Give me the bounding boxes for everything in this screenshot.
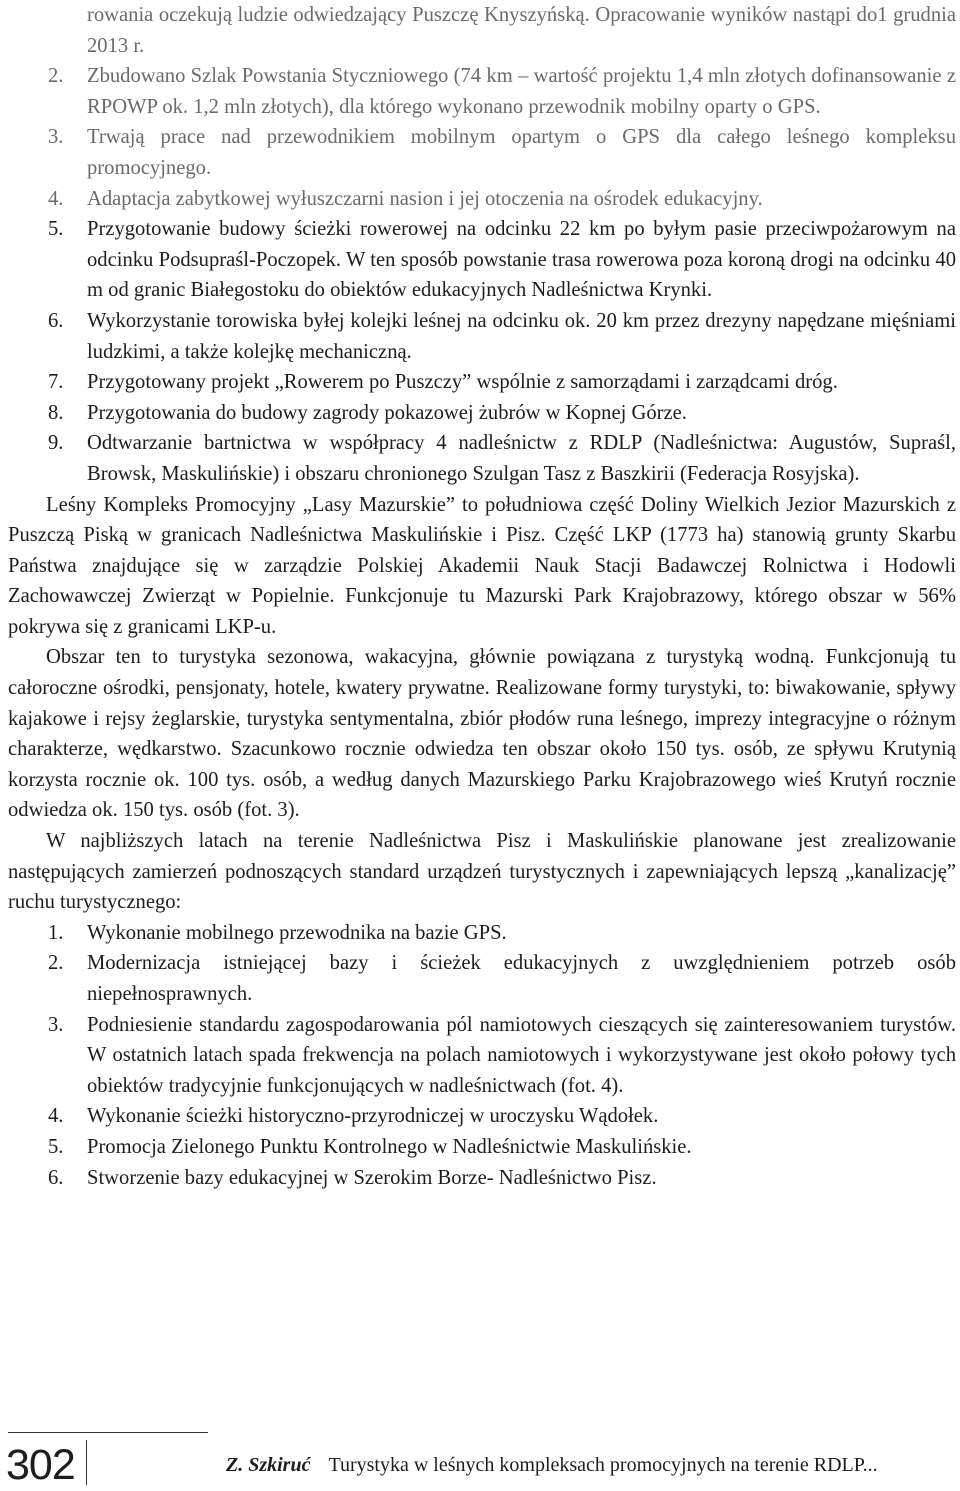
footer-divider — [86, 1440, 87, 1485]
list-item — [8, 428, 956, 489]
list-text: Przygotowany projekt „Rowerem po Puszczy” wspólnie z samorządami i zarządcami dróg. — [87, 371, 838, 394]
paragraph: Leśny Kompleks Promocyjny „Lasy Mazurskie” to południowa część Doliny Wielkich Jezior Mazurskich z Puszczą Piską w granicach Nadleśnictwa Maskulińskie i Pisz. Część LKP (1773 ha) stanowią grunty Skarbu Państwa znajdujące się w zarządzie Polskiej Akademii Nauk Stacji Badawczej Rolnictwa i Hodowli Zachowawczej Zwierząt w Popielnie. Funkcjonuje tu Mazurski Park Krajobrazowy, którego obszar w 56% pokrywa się z granicami LKP-u. — [8, 493, 956, 638]
footer-author: Z. Szkiruć — [226, 1454, 311, 1476]
list-item — [8, 1163, 956, 1194]
list-item — [8, 1101, 956, 1132]
list-item — [8, 184, 956, 215]
page-number: 302 — [6, 1441, 75, 1489]
list-number: 2. — [48, 952, 64, 975]
list-number: 9. — [48, 432, 64, 455]
list-text: Odtwarzanie bartnictwa w współpracy 4 nadleśnictw z RDLP (Nadleśnictwa: Augustów, Supraśl, Browsk, Maskulińskie) i obszaru chronionego Szulgan Tasz z Baszkirii (Federacja Rosyjska). — [87, 432, 956, 485]
list-item — [8, 1132, 956, 1163]
list-number: 5. — [48, 218, 64, 241]
list-text: Modernizacja istniejącej bazy i ścieżek edukacyjnych z uwzględnieniem potrzeb osób niepełnosprawnych. — [87, 952, 956, 1005]
list-text: Zbudowano Szlak Powstania Styczniowego (74 km – wartość projektu 1,4 mln złotych dofinansowanie z RPOWP ok. 1,2 mln złotych), dla którego wykonano przewodnik mobilny oparty o GPS. — [87, 65, 956, 118]
list-number: 6. — [48, 309, 64, 332]
list-number: 1. — [48, 921, 64, 944]
list-text: Przygotowanie budowy ścieżki rowerowej na odcinku 22 km po byłym pasie przeciwpożarowym na odcinku Podsupraśl-Poczopek. W ten sposób powstanie trasa rowerowa poza koroną drogi na odcinku 40 m od granic Białegostoku do obiektów edukacyjnych Nadleśnictwa Krynki. — [87, 218, 956, 302]
list-text: Wykonanie mobilnego przewodnika na bazie GPS. — [87, 921, 507, 944]
list-item — [8, 214, 956, 306]
list-text: Podniesienie standardu zagospodarowania pól namiotowych cieszących się zainteresowaniem turystów. W ostatnich latach spada frekwencja na polach namiotowych i wykorzystywane jest około połowy tych obiektów tradycyjnie funkcjonujących w nadleśnictwach (fot. 4). — [87, 1013, 956, 1097]
list-item — [8, 367, 956, 398]
list-number: 8. — [48, 401, 64, 424]
list-text: Promocja Zielonego Punktu Kontrolnego w Nadleśnictwie Maskulińskie. — [87, 1135, 692, 1158]
measures-list-secondary — [8, 214, 956, 489]
list-item — [8, 306, 956, 367]
list-item — [8, 61, 956, 122]
body-text — [8, 0, 956, 1193]
list-item — [8, 948, 956, 1009]
footer-rule — [8, 1432, 208, 1433]
paragraph: Obszar ten to turystyka sezonowa, wakacyjna, głównie powiązana z turystyką wodną. Funkcjonują tu całoroczne ośrodki, pensjonaty, hotele, kwatery prywatne. Realizowane formy turystyki, to: biwakowanie, spływy kajakowe i rejsy żeglarskie, turystyka sentymentalna, zbiór płodów runa leśnego, imprezy integracyjne o różnym charakterze, wędkarstwo. Szacunkowo rocznie odwiedza ten obszar około 150 tys. osób, ze spływu Krutynią korzysta rocznie ok. 100 tys. osób, a według danych Mazurskiego Parku Krajobrazowego wieś Krutyń rocznie odwiedza ok. 150 tys. osób (fot. 3). — [8, 646, 956, 822]
list-number: 2. — [48, 65, 64, 88]
list-text: Stworzenie bazy edukacyjnej w Szerokim Borze- Nadleśnictwo Pisz. — [87, 1166, 657, 1189]
planned-measures-list — [8, 918, 956, 1193]
measures-list-primary — [8, 61, 956, 214]
list-continuation: rowania oczekują ludzie odwiedzający Puszczę Knyszyńską. Opracowanie wyników nastąpi do1 grudnia 2013 r. — [87, 4, 956, 57]
paragraph: W najbliższych latach na terenie Nadleśnictwa Pisz i Maskulińskie planowane jest zrealizowanie następujących zamierzeń podnoszących standard urządzeń turystycznych i zapewniających lepszą „kanalizację” ruchu turystycznego: — [8, 830, 956, 914]
list-item — [8, 1010, 956, 1102]
list-number: 5. — [48, 1135, 64, 1158]
list-number: 4. — [48, 187, 64, 210]
list-text: Adaptacja zabytkowej wyłuszczarni nasion i jej otoczenia na ośrodek edukacyjny. — [87, 187, 763, 210]
list-number: 7. — [48, 371, 64, 394]
running-footer — [226, 1452, 956, 1478]
list-text: Wykonanie ścieżki historyczno-przyrodniczej w uroczysku Wądołek. — [87, 1105, 659, 1128]
list-number: 6. — [48, 1166, 64, 1189]
list-text: Przygotowania do budowy zagrody pokazowej żubrów w Kopnej Górze. — [87, 401, 687, 424]
list-item — [8, 398, 956, 429]
list-item — [8, 918, 956, 949]
list-text: Trwają prace nad przewodnikiem mobilnym opartym o GPS dla całego leśnego kompleksu promocyjnego. — [87, 126, 956, 179]
list-number: 4. — [48, 1105, 64, 1128]
list-item — [8, 122, 956, 183]
list-number: 3. — [48, 126, 64, 149]
list-number: 3. — [48, 1013, 64, 1036]
footer-title: Turystyka w leśnych kompleksach promocyjnych na terenie RDLP... — [328, 1454, 878, 1476]
list-text: Wykorzystanie torowiska byłej kolejki leśnej na odcinku ok. 20 km przez drezyny napędzane mięśniami ludzkimi, a także kolejkę mechaniczną. — [87, 309, 956, 363]
